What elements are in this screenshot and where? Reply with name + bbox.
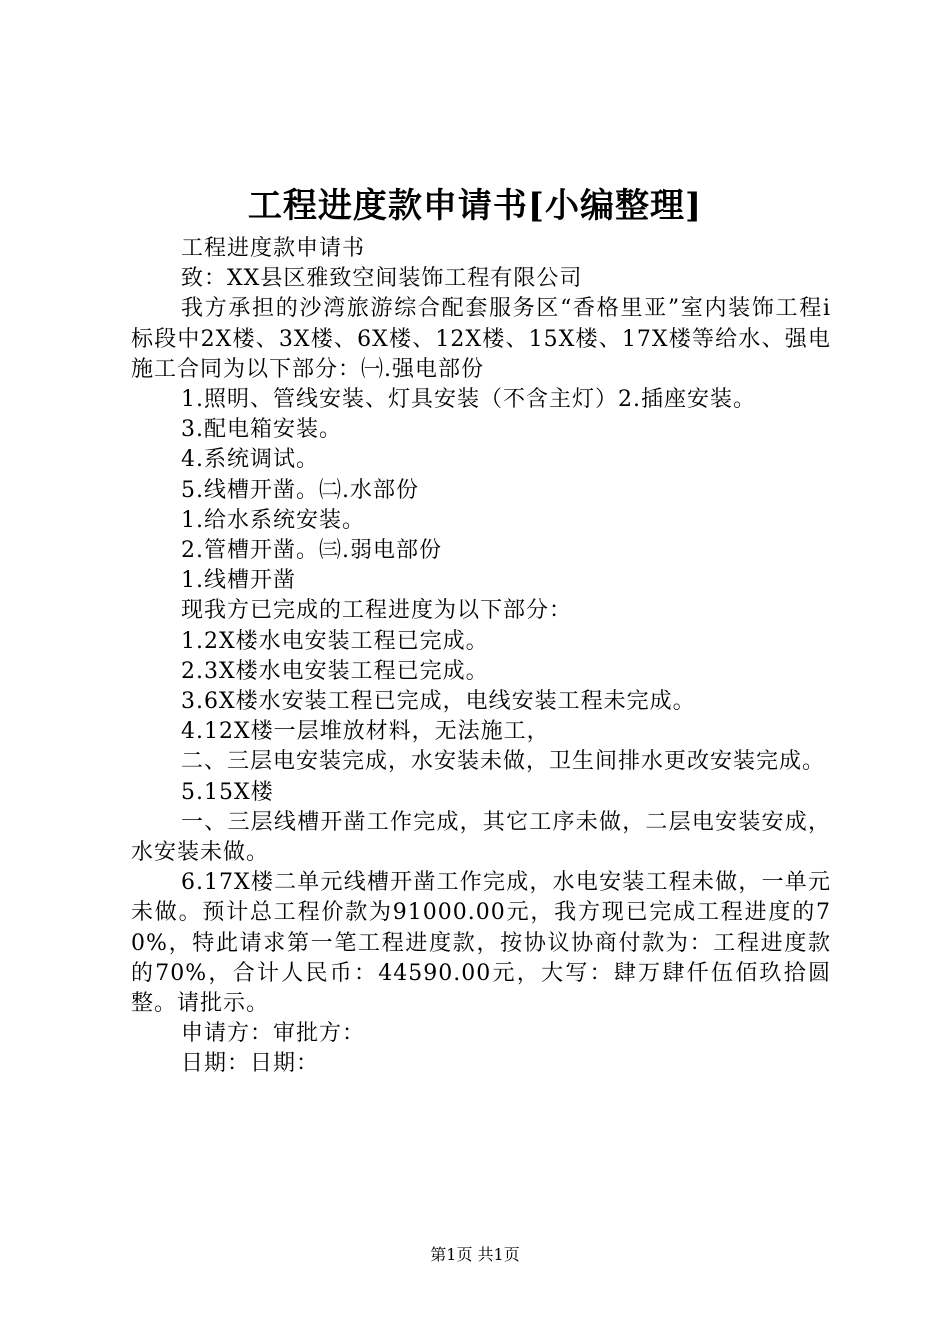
- list-item: 2.管槽开凿。㈢.弱电部份: [181, 538, 442, 564]
- list-item: 3.6X楼水安装工程已完成，电线安装工程未完成。: [181, 689, 696, 715]
- signature-line: 申请方：审批方：: [181, 1021, 366, 1047]
- list-item: 5.线槽开凿。㈡.水部份: [181, 477, 419, 503]
- progress-intro-line: 现我方已完成的工程进度为以下部分：: [181, 598, 573, 624]
- recipient-line: 致：XX县区雅致空间装饰工程有限公司: [181, 266, 583, 292]
- body-paragraph: 一、三层线槽开凿工作完成，其它工序未做，二层电安装安成，水安装未做。: [131, 809, 831, 866]
- list-item: 2.3X楼水电安装工程已完成。: [181, 658, 489, 684]
- list-item: 1.线槽开凿: [181, 568, 296, 594]
- body-paragraph: 二、三层电安装完成，水安装未做，卫生间排水更改安装完成。: [181, 749, 826, 775]
- list-item: 3.配电箱安装。: [181, 417, 342, 443]
- document-body: [131, 234, 831, 1080]
- contract-scope-paragraph: 我方承担的沙湾旅游综合配套服务区“香格里亚”室内装饰工程ⅰ标段中2X楼、3X楼、6X楼、12X楼、15X楼、17X楼等给水、强电施工合同为以下部分：㈠.强电部份: [131, 296, 831, 382]
- payment-request-paragraph: 6.17X楼二单元线槽开凿工作完成，水电安装工程未做，一单元未做。预计总工程价款为91000.00元，我方现已完成工程进度的70%，特此请求第一笔工程进度款，按协议协商付款为：工程进度款的70%，合计人民币：44590.00元，大写：肆万肆仟伍佰玖拾圆整。请批示。: [131, 870, 831, 1017]
- list-item: 1.照明、管线安装、灯具安装（不含主灯）2.插座安装。: [181, 387, 756, 413]
- list-item: 5.15X楼: [181, 779, 274, 805]
- list-item: 1.2X楼水电安装工程已完成。: [181, 628, 489, 654]
- document-title: 工程进度款申请书[小编整理]: [247, 186, 703, 226]
- page-footer: 第1页 共1页: [430, 1245, 520, 1264]
- heading-line: 工程进度款申请书: [181, 236, 366, 261]
- list-item: 4.12X楼一层堆放材料，无法施工，: [181, 719, 550, 745]
- list-item: 4.系统调试。: [181, 447, 319, 473]
- date-line: 日期：日期：: [181, 1051, 320, 1077]
- list-item: 1.给水系统安装。: [181, 507, 365, 533]
